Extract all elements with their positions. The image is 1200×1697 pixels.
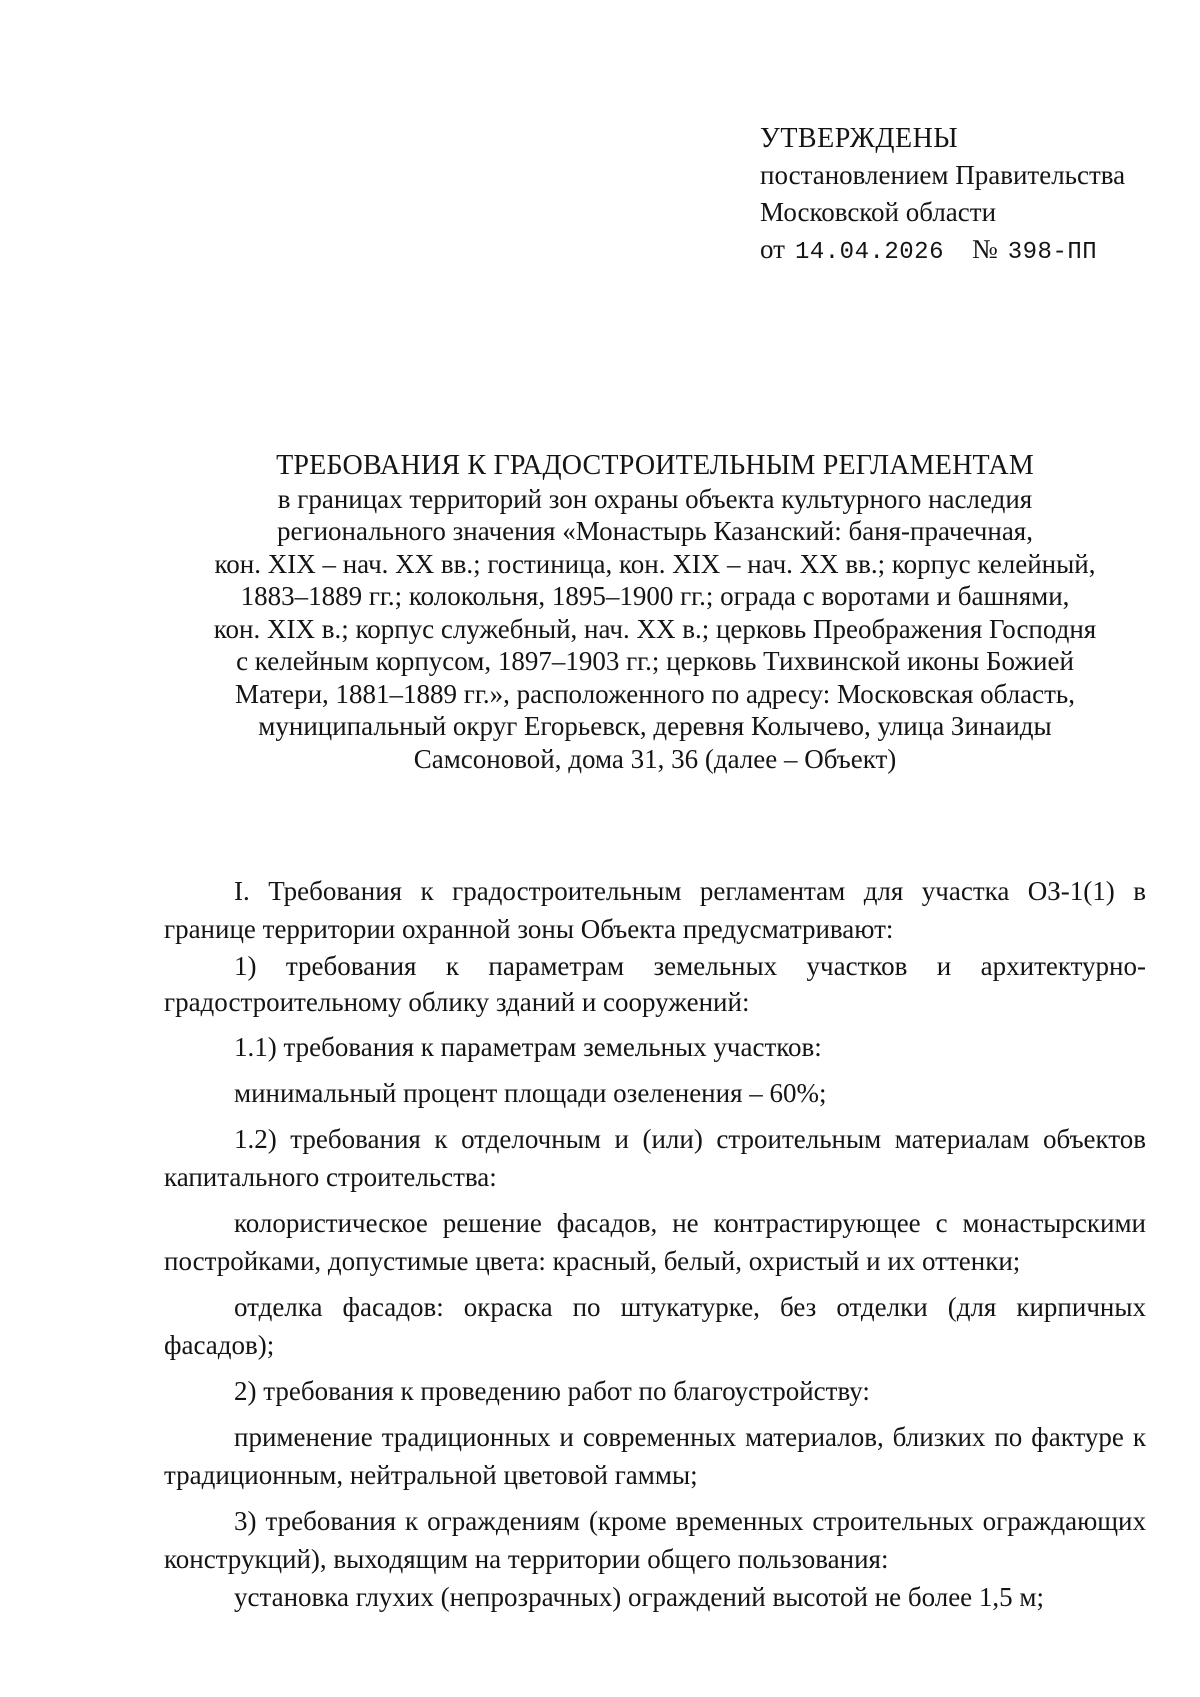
paragraph-item-1: 1) требования к параметрам земельных участков и архитектурно-градостроительному облику зданий и сооружений: <box>164 951 1146 1017</box>
date-prefix: от <box>760 234 785 264</box>
approval-block <box>760 120 1125 271</box>
paragraph-fence-height: установка глухих (непрозрачных) ограждений высотой не более 1,5 м; <box>234 1582 1044 1612</box>
approval-line-2: Московской области <box>760 197 997 227</box>
title-line: муниципальный округ Егорьевск, деревня Колычево, улица Зинаиды <box>258 711 1052 741</box>
title-line: Самсоновой, дома 31, 36 (далее – Объект) <box>413 743 897 774</box>
title-line: 1883–1889 гг.; колокольня, 1895–1900 гг.; ограда с воротами и башнями, <box>240 581 1070 611</box>
paragraph-landscaping-materials: применение традиционных и современных материалов, близких по фактуре к традиционным, нейтральной цветовой гаммы; <box>164 1422 1146 1490</box>
title-line: с келейным корпусом, 1897–1903 гг.; церковь Тихвинской иконы Божией <box>236 646 1074 676</box>
paragraph-facade-finish: отделка фасадов: окраска по штукатурке, без отделки (для кирпичных фасадов); <box>164 1292 1146 1360</box>
document-body <box>164 872 1146 1616</box>
approval-title: УТВЕРЖДЕНЫ <box>760 123 959 154</box>
approval-date-line <box>760 231 1125 271</box>
paragraph-min-greening: минимальный процент площади озеленения – 60%; <box>234 1078 827 1108</box>
title-line: регионального значения «Монастырь Казанский: баня-прачечная, <box>277 516 1033 546</box>
title-line: кон. XIX в.; корпус служебный, нач. XX в.; церковь Преображения Господня <box>213 613 1097 644</box>
paragraph-item-2: 2) требования к проведению работ по благоустройству: <box>234 1376 870 1406</box>
number-sign: № <box>971 234 998 264</box>
paragraph-item-1-1: 1.1) требования к параметрам земельных участков: <box>234 1032 822 1062</box>
title-line: кон. XIX – нач. XX вв.; гостиница, кон. XIX – нач. XX вв.; корпус келейный, <box>214 548 1096 579</box>
title-line: в границах территорий зон охраны объекта культурного наследия <box>277 483 1033 514</box>
approval-date: 14.04.2026 <box>794 239 944 266</box>
document-title-block <box>180 450 1130 775</box>
paragraph-item-3: 3) требования к ограждениям (кроме временных строительных ограждающих конструкций), выходящим на территории общего пользования: <box>164 1506 1146 1574</box>
approval-number: 398-ПП <box>1007 239 1098 266</box>
title-line: Матери, 1881–1889 гг.», расположенного по адресу: Московская область, <box>235 678 1075 709</box>
paragraph-item-1-2: 1.2) требования к отделочным и (или) строительным материалам объектов капитального строительства: <box>164 1124 1146 1192</box>
document-title: ТРЕБОВАНИЯ К ГРАДОСТРОИТЕЛЬНЫМ РЕГЛАМЕНТАМ <box>276 450 1034 481</box>
paragraph-color-scheme: колористическое решение фасадов, не контрастирующее с монастырскими постройками, допустимые цвета: красный, белый, охристый и их оттенки; <box>164 1208 1146 1276</box>
approval-line-1: постановлением Правительства <box>760 160 1126 190</box>
paragraph-section-1: I. Требования к градостроительным регламентам для участка ОЗ-1(1) в границе территории охранной зоны Объекта предусматривают: <box>164 876 1146 944</box>
